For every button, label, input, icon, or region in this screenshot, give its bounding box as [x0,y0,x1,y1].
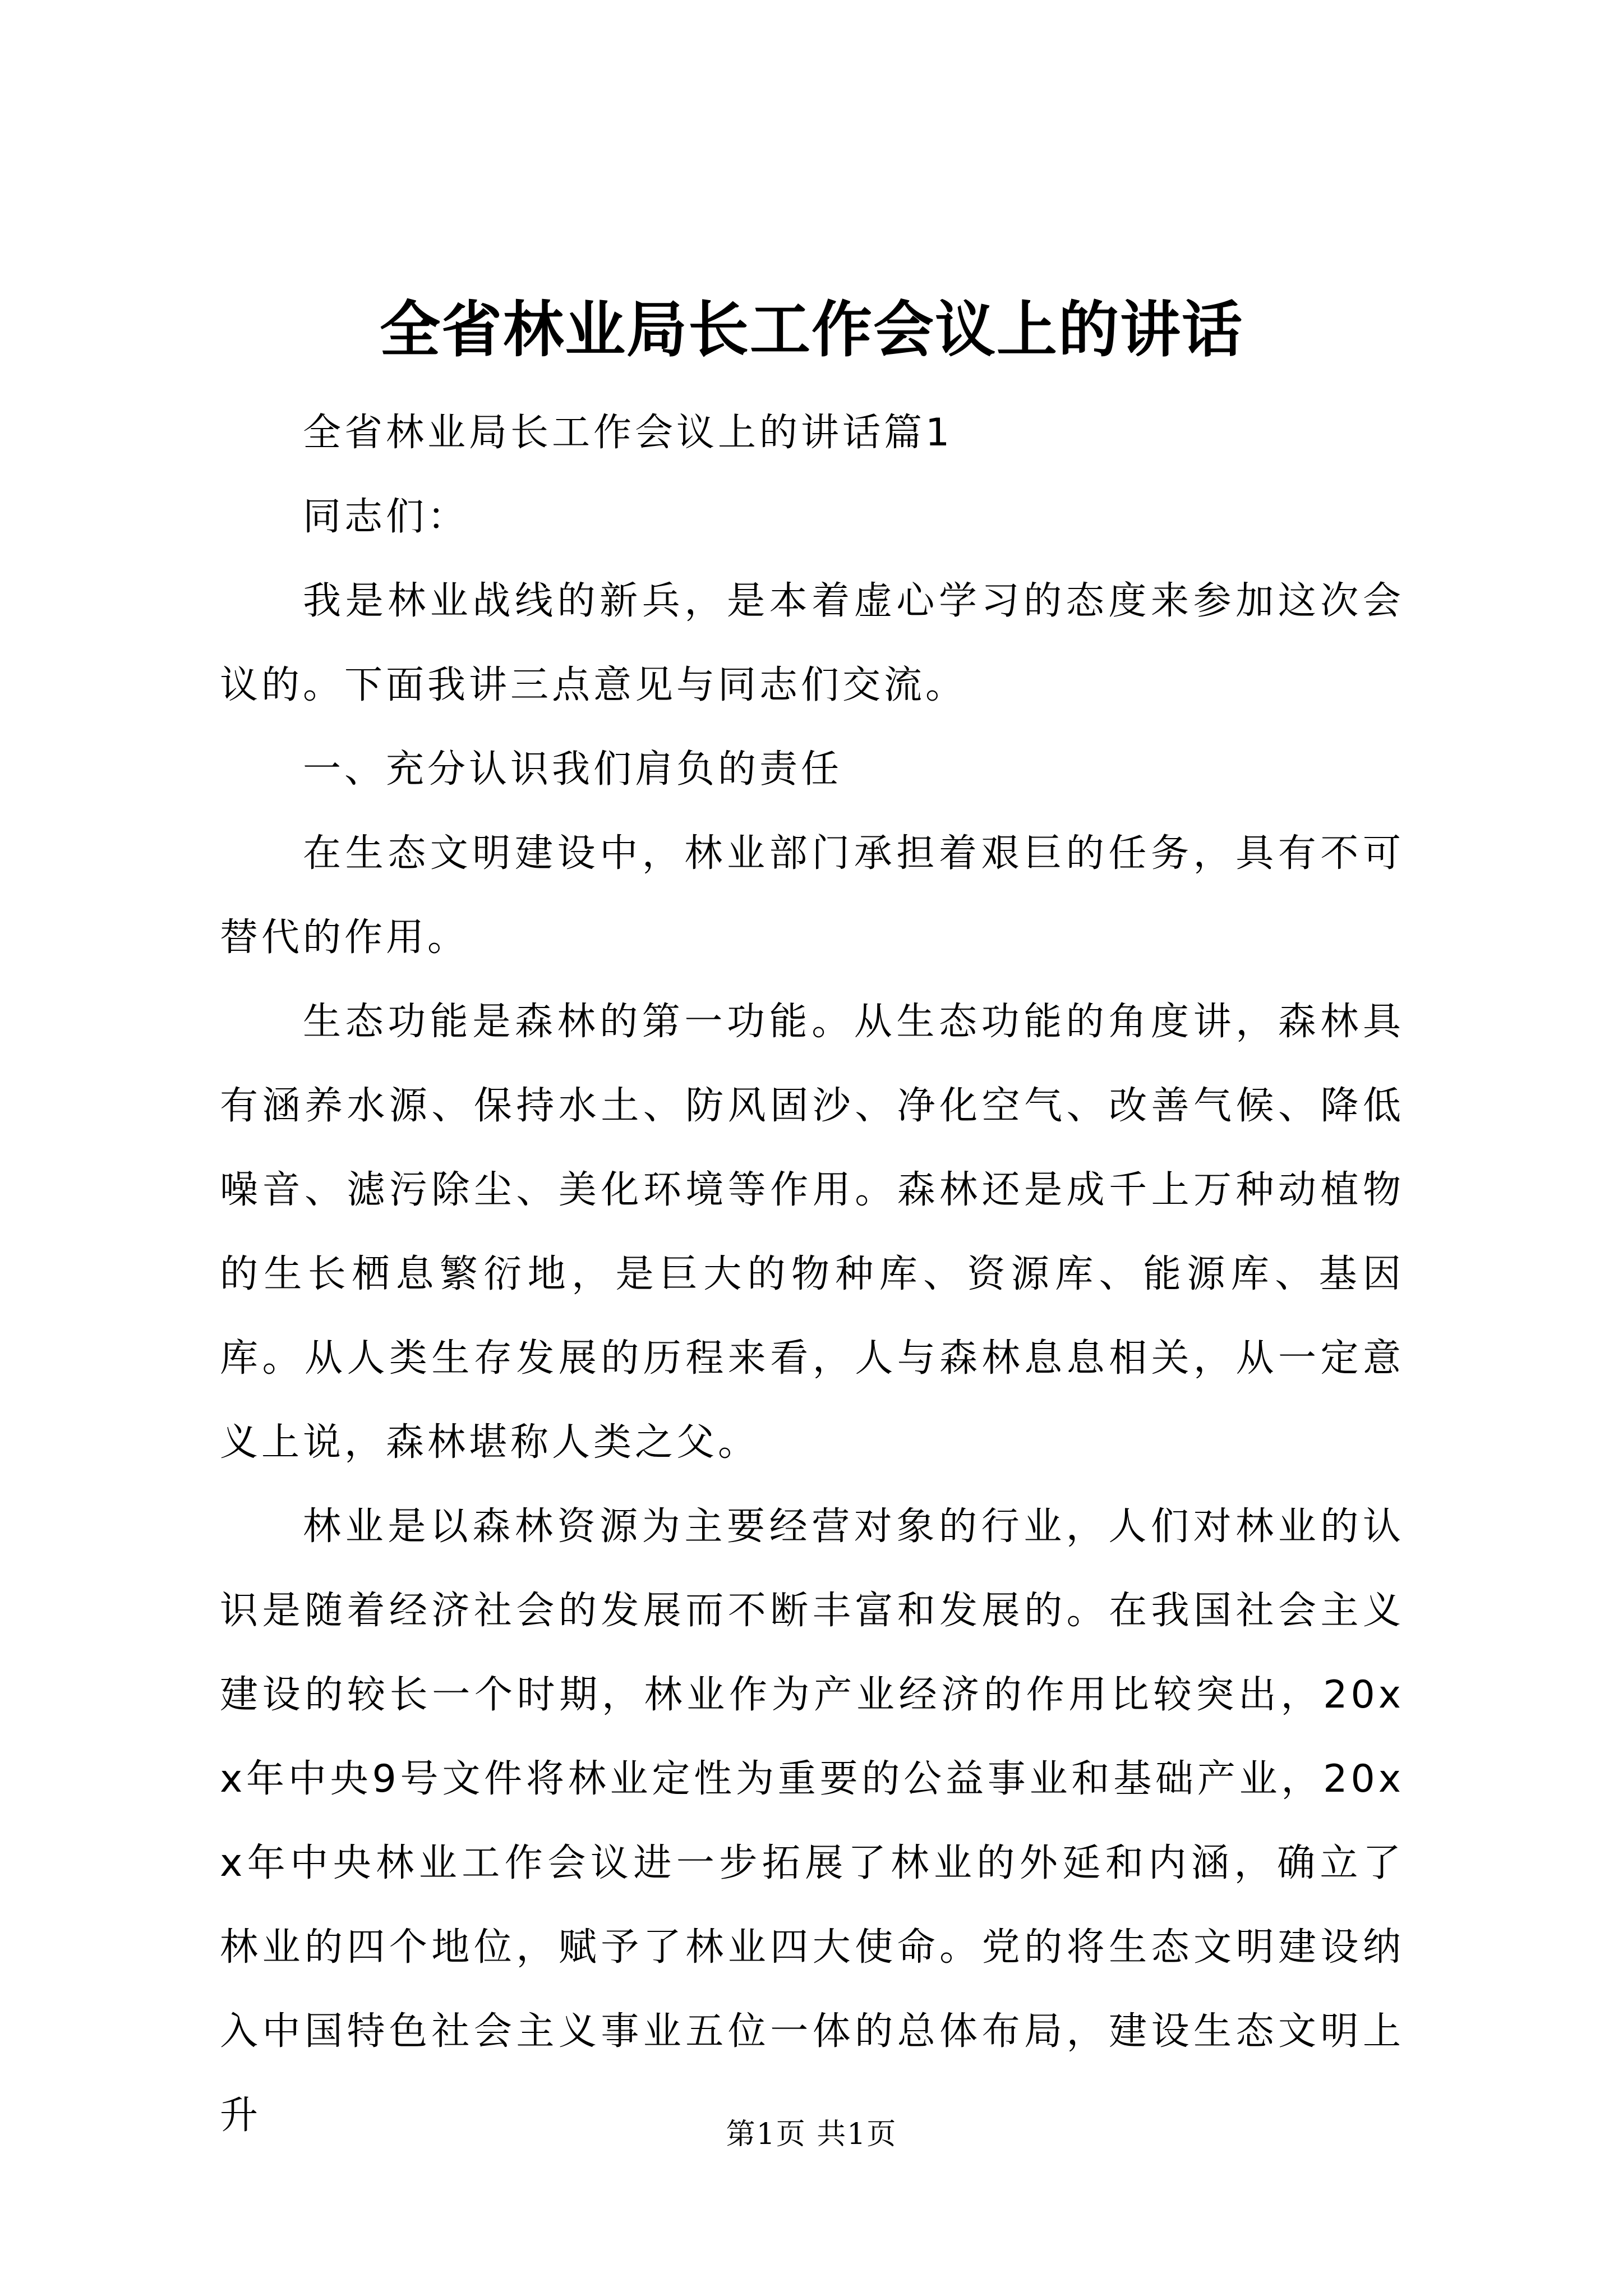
section-heading-1: 一、充分认识我们肩负的责任 [303,747,843,792]
paragraph-forestry-industry: 林业是以森林资源为主要经营对象的行业，人们对林业的认识是随着经济社会的发展而不断丰富和发展的。在我国社会主义建设的较长一个时期，林业作为产业经济的作用比较突出，20xx年中央9号文件将林业定性为重要的公益事业和基础产业，20xx年中央林业工作会议进一步拓展了林业的外延和内涵，确立了林业的四个地位，赋予了林业四大使命。党的将生态文明建设纳入中国特色社会主义事业五位一体的总体布局，建设生态文明上升 [220,1504,1404,2138]
paragraph-forestry-role: 在生态文明建设中，林业部门承担着艰巨的任务，具有不可替代的作用。 [220,831,1404,960]
page-footer: 第1页 共1页 [726,2118,897,2151]
paragraph-salutation: 同志们： [303,495,469,539]
paragraph-intro: 我是林业战线的新兵，是本着虚心学习的态度来参加这次会议的。下面我讲三点意见与同志们交流。 [220,579,1404,707]
document-title: 全省林业局长工作会议上的讲话 [379,295,1243,365]
document-body [220,391,1404,2158]
paragraph-ecological-function: 生态功能是森林的第一功能。从生态功能的角度讲，森林具有涵养水源、保持水土、防风固沙、净化空气、改善气候、降低噪音、滤污除尘、美化环境等作用。森林还是成千上万种动植物的生长栖息繁衍地，是巨大的物种库、资源库、能源库、基因库。从人类生存发展的历程来看，人与森林息息相关，从一定意义上说，森林堪称人类之父。 [220,1000,1404,1465]
paragraph-subtitle: 全省林业局长工作会议上的讲话篇1 [303,411,953,455]
